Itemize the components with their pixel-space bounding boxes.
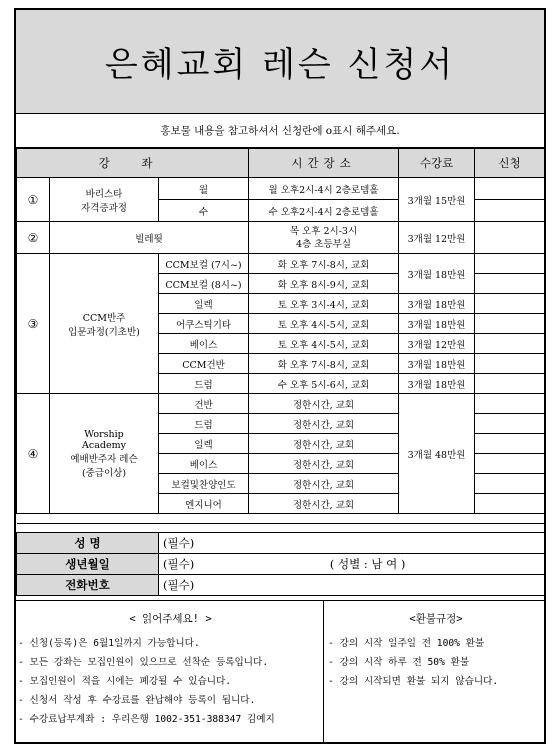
apply-cell[interactable] — [475, 254, 545, 274]
sub-course: 엔지니어 — [159, 494, 249, 514]
apply-cell[interactable] — [475, 434, 545, 454]
sub-course: 보컬및찬양인도 — [159, 474, 249, 494]
time-place: 화 오후 7시-8시, 교회 — [249, 254, 399, 274]
refund-section — [324, 601, 544, 742]
sub-course: 드럼 — [159, 414, 249, 434]
apply-cell[interactable] — [475, 200, 545, 222]
refund-heading: <환불규정> — [409, 613, 463, 625]
name-label: 성 명 — [17, 533, 159, 554]
apply-cell[interactable] — [475, 354, 545, 374]
title-box — [16, 10, 544, 114]
course-fee: 3개월 15만원 — [399, 178, 475, 222]
sub-course: 어쿠스틱기타 — [159, 314, 249, 334]
course-fee: 3개월 18만원 — [399, 354, 475, 374]
course-number: ① — [17, 178, 50, 222]
time-place: 월 오후2시-4시 2층로뎀홀 — [249, 178, 399, 200]
apply-cell[interactable] — [475, 294, 545, 314]
refund-line: - 강의 시작 하루 전 50% 환불 — [328, 657, 470, 668]
course-name: 바리스타 자격증과정 — [50, 178, 159, 222]
table-row — [17, 254, 545, 274]
read-me-section — [16, 601, 324, 742]
apply-cell[interactable] — [475, 474, 545, 494]
time-place: 정한시간, 교회 — [249, 434, 399, 454]
refund-line: - 강의 시작 일주일 전 100% 환불 — [328, 638, 485, 649]
course-name: Worship Academy 예배반주자 레슨 (중급이상) — [50, 394, 159, 514]
birth-field[interactable] — [159, 554, 545, 575]
time-place: 정한시간, 교회 — [249, 474, 399, 494]
time-place: 목 오후 2시-3시 4층 초등부실 — [249, 222, 399, 254]
apply-cell[interactable] — [475, 494, 545, 514]
phone-label: 전화번호 — [17, 575, 159, 596]
table-row — [17, 178, 545, 200]
refund-line: - 강의 시작되면 환불 되지 않습니다. — [328, 676, 499, 687]
course-fee: 3개월 18만원 — [399, 294, 475, 314]
time-place: 화 오후 7시-8시, 교회 — [249, 354, 399, 374]
header-fee: 수강료 — [399, 149, 475, 178]
course-fee: 3개월 18만원 — [399, 374, 475, 394]
sub-course: CCM건반 — [159, 354, 249, 374]
apply-cell[interactable] — [475, 414, 545, 434]
course-number: ② — [17, 222, 50, 254]
application-form — [14, 8, 546, 744]
course-fee: 3개월 12만원 — [399, 334, 475, 354]
read-me-line: - 모집인원이 적을 시에는 폐강될 수 있습니다. — [18, 676, 232, 687]
sub-course: 베이스 — [159, 334, 249, 354]
course-fee: 3개월 48만원 — [399, 394, 475, 514]
sub-course: 월 — [159, 178, 249, 200]
name-field[interactable]: (필수) — [159, 533, 545, 554]
course-fee: 3개월 12만원 — [399, 222, 475, 254]
course-name: 빌레뜃 — [50, 222, 249, 254]
read-me-line: - 신청서 작성 후 수강료를 완납해야 등록이 됩니다. — [18, 695, 256, 706]
spacer-row — [17, 514, 545, 524]
spacer-cell — [17, 514, 545, 524]
header-course: 강 좌 — [17, 149, 249, 178]
sub-course: 수 — [159, 200, 249, 222]
name-row — [17, 533, 545, 554]
course-number: ③ — [17, 254, 50, 394]
time-place: 수 오후2시-4시 2층로뎀홀 — [249, 200, 399, 222]
page-title: 은혜교회 레슨 신청서 — [104, 45, 456, 85]
time-place: 화 오후 8시-9시, 교회 — [249, 274, 399, 294]
applicant-info-table — [16, 532, 545, 596]
read-me-line: - 수강료납부계좌 : 우리은행 1002-351-388347 김예지 — [18, 714, 275, 725]
header-time-place: 시간장소 — [249, 149, 399, 178]
course-number: ④ — [17, 394, 50, 514]
notice-text: 홍보물 내용을 참고하셔서 신청란에 o표시 해주세요. — [16, 114, 544, 148]
apply-cell[interactable] — [475, 222, 545, 254]
sub-course: CCM보컬 (7시~) — [159, 254, 249, 274]
apply-cell[interactable] — [475, 374, 545, 394]
sub-course: 드럼 — [159, 374, 249, 394]
sub-course: 일렉 — [159, 434, 249, 454]
phone-row — [17, 575, 545, 596]
course-fee: 3개월 18만원 — [399, 254, 475, 294]
read-me-line: - 모든 강좌는 모집인원이 있으므로 선착순 등록입니다. — [18, 657, 269, 668]
course-table — [16, 148, 545, 524]
bottom-notes — [16, 600, 544, 742]
sub-course: 베이스 — [159, 454, 249, 474]
birth-value: (필수) — [163, 557, 195, 571]
phone-field[interactable]: (필수) — [159, 575, 545, 596]
time-place: 토 오후 4시-5시, 교회 — [249, 314, 399, 334]
read-me-line: - 신청(등록)은 6월1일까지 가능합니다. — [18, 638, 200, 649]
birth-row — [17, 554, 545, 575]
apply-cell[interactable] — [475, 314, 545, 334]
time-place: 토 오후 3시-4시, 교회 — [249, 294, 399, 314]
time-place: 토 오후 4시-5시, 교회 — [249, 334, 399, 354]
time-place: 수 오후 5시-6시, 교회 — [249, 374, 399, 394]
sub-course: 건반 — [159, 394, 249, 414]
time-place: 정한시간, 교회 — [249, 494, 399, 514]
sub-course: CCM보컬 (8시~) — [159, 274, 249, 294]
course-fee: 3개월 18만원 — [399, 314, 475, 334]
apply-cell[interactable] — [475, 274, 545, 294]
apply-cell[interactable] — [475, 334, 545, 354]
sub-course: 일렉 — [159, 294, 249, 314]
table-row — [17, 394, 545, 414]
read-me-heading: < 읽어주세요! > — [129, 613, 212, 625]
apply-cell[interactable] — [475, 454, 545, 474]
header-apply: 신청 — [475, 149, 545, 178]
apply-cell[interactable] — [475, 394, 545, 414]
gender-field[interactable]: ( 성별 : 남 여 ) — [329, 557, 406, 571]
time-place: 정한시간, 교회 — [249, 414, 399, 434]
time-place: 정한시간, 교회 — [249, 394, 399, 414]
birth-label: 생년월일 — [17, 554, 159, 575]
course-table-header — [17, 149, 545, 178]
course-name: CCM반주 입문과정(기초반) — [50, 254, 159, 394]
apply-cell[interactable] — [475, 178, 545, 200]
table-row — [17, 222, 545, 254]
time-place: 정한시간, 교회 — [249, 454, 399, 474]
